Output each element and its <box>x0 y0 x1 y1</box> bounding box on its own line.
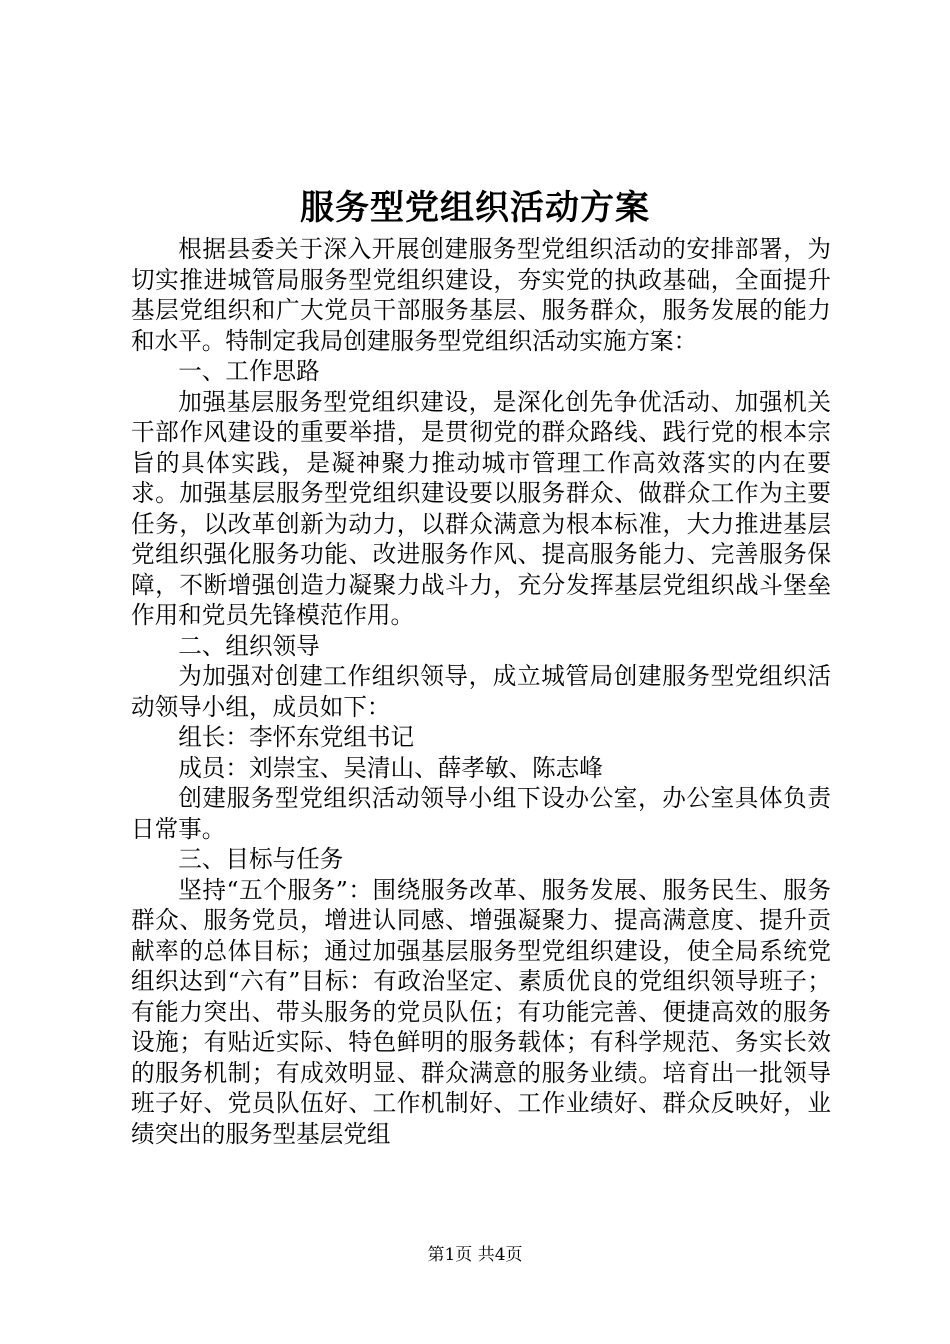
section-heading-work-ideas: 一、工作思路 <box>178 357 320 385</box>
section-heading-leadership: 二、组织领导 <box>178 631 320 660</box>
paragraph-group-leader: 组长：李怀东党组书记 <box>178 723 415 751</box>
document-title: 服务型党组织活动方案 <box>300 188 650 228</box>
paragraph-leadership: 为加强对创建工作组织领导，成立城管局创建服务型党组织活动领导小组，成员如下： <box>131 662 831 721</box>
paragraph-office: 创建服务型党组织活动领导小组下设办公室，办公室具体负责日常事。 <box>131 784 831 843</box>
paragraph-intro: 根据县委关于深入开展创建服务型党组织活动的安排部署，为切实推进城管局服务型党组织建设，夯实党的执政基础，全面提升基层党组织和广大党员干部服务基层、服务群众，服务发展的能力和水平。特制定我局创建服务型党组织活动实施方案： <box>131 235 831 355</box>
paragraph-group-members: 成员：刘崇宝、吴清山、薛孝敏、陈志峰 <box>178 753 603 782</box>
document-body <box>131 234 831 1149</box>
section-heading-goals: 三、目标与任务 <box>178 845 344 873</box>
paragraph-goals: 坚持“五个服务”：围绕服务改革、服务发展、服务民生、服务群众、服务党员，增进认同感、增强凝聚力、提高满意度、提升贡献率的总体目标；通过加强基层服务型党组织建设，使全局系统党组织达到“六有”目标：有政治坚定、素质优良的党组织领导班子；有能力突出、带头服务的党员队伍；有功能完善、便捷高效的服务设施；有贴近实际、特色鲜明的服务载体；有科学规范、务实长效的服务机制；有成效明显、群众满意的服务业绩。培育出一批领导班子好、党员队伍好、工作机制好、工作业绩好、群众反映好，业绩突出的服务型基层党组 <box>131 875 831 1148</box>
paragraph-work-ideas: 加强基层服务型党组织建设，是深化创先争优活动、加强机关干部作风建设的重要举措，是贯彻党的群众路线、践行党的根本宗旨的具体实践，是凝神聚力推动城市管理工作高效落实的内在要求。加强基层服务型党组织建设要以服务群众、做群众工作为主要任务，以改革创新为动力，以群众满意为根本标准，大力推进基层党组织强化服务功能、改进服务作风、提高服务能力、完善服务保障，不断增强创造力凝聚力战斗力，充分发挥基层党组织战斗堡垒作用和党员先锋模范作用。 <box>131 387 831 629</box>
page-footer: 第1页 共4页 <box>427 1245 523 1265</box>
